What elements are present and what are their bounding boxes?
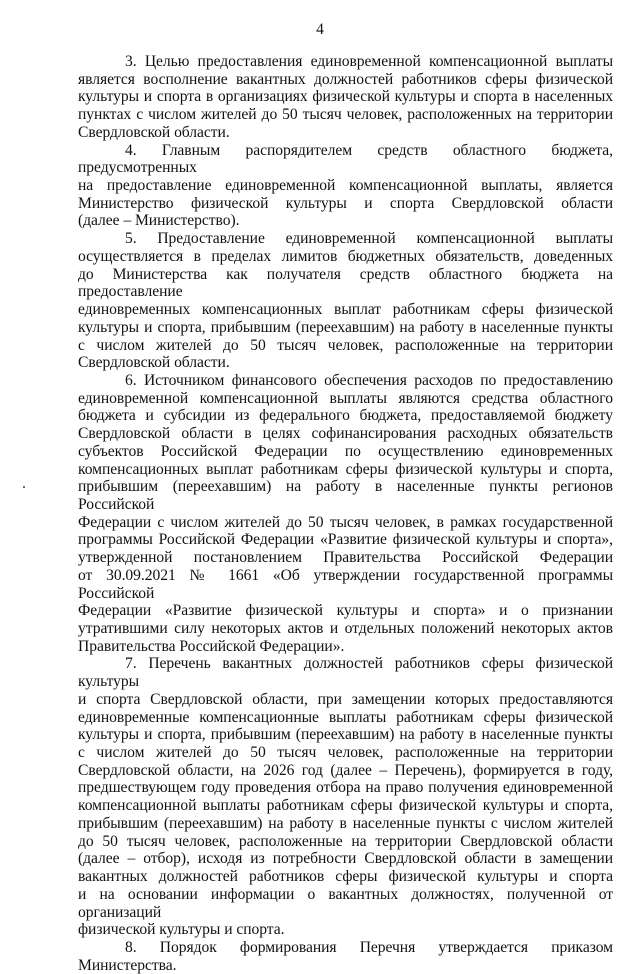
page-number: 4 bbox=[316, 21, 324, 38]
text-line: единовременных компенсационных выплат работникам сферы физической bbox=[78, 301, 613, 319]
text-line: Свердловской области. bbox=[78, 123, 230, 141]
text-line: 8. Порядок формирования Перечня утверждается приказом Министерства. bbox=[78, 938, 613, 974]
text-line: вакантных должностей работников сферы физической культуры и спорта bbox=[78, 868, 613, 886]
text-line: субъектов Российской Федерации по осуществлению единовременных bbox=[78, 442, 613, 460]
text-line: компенсационных выплат работникам сферы физической культуры и спорта, bbox=[78, 460, 613, 478]
text-line: Федерации «Развитие физической культуры и спорта» и о признании bbox=[78, 602, 613, 620]
text-line: 6. Источником финансового обеспечения расходов по предоставлению bbox=[125, 371, 613, 389]
text-line: компенсационной выплаты работникам сферы физической культуры и спорта, bbox=[78, 797, 613, 815]
paragraph-p5 bbox=[78, 230, 613, 372]
text-line: на предоставление единовременной компенсационной выплаты, является bbox=[78, 177, 613, 195]
text-line: физической культуры и спорта. bbox=[78, 921, 285, 939]
scan-artifact-dot bbox=[23, 486, 25, 488]
text-line: Правительства Российской Федерации». bbox=[78, 637, 345, 655]
text-line: прибывшим (переехавшим) на работу в населенные пункты с числом жителей bbox=[78, 814, 613, 832]
text-line: программы Российской Федерации «Развитие физической культуры и спорта», bbox=[78, 531, 613, 549]
text-line: культуры и спорта, прибывшим (переехавшим) на работу в населенные пункты bbox=[78, 318, 613, 336]
text-line: единовременные компенсационные выплаты работникам сферы физической bbox=[78, 708, 613, 726]
text-line: Министерство физической культуры и спорта Свердловской области bbox=[78, 194, 613, 212]
paragraph-p4 bbox=[78, 142, 613, 231]
text-line: культуры и спорта в организациях физической культуры и спорта в населенных bbox=[78, 88, 613, 106]
text-line: от 30.09.2021 № 1661 «Об утверждении государственной программы Российской bbox=[78, 566, 613, 602]
paragraph-p7 bbox=[78, 655, 613, 939]
text-line: культуры и спорта, прибывшим (переехавшим) на работу в населенные пункты bbox=[78, 726, 613, 744]
text-line: Федерации с числом жителей до 50 тысяч человек, в рамках государственной bbox=[78, 513, 613, 531]
text-line: 3. Целью предоставления единовременной компенсационной выплаты bbox=[125, 53, 613, 70]
text-line: бюджета и субсидии из федерального бюджета, предоставляемой бюджету bbox=[78, 407, 613, 425]
text-line: утратившими силу некоторых актов и отдельных положений некоторых актов bbox=[78, 620, 613, 637]
paragraph-p3 bbox=[78, 53, 613, 142]
text-line: пунктах с числом жителей до 50 тысяч человек, расположенных на территории bbox=[78, 106, 613, 124]
text-line: до 50 тысяч человек, расположенные на территории Свердловской области bbox=[78, 832, 613, 850]
text-line: (далее – Министерство). bbox=[78, 212, 240, 230]
text-line: Свердловской области, на 2026 год (далее – Перечень), формируется в году, bbox=[78, 761, 613, 779]
text-line: с числом жителей до 50 тысяч человек, расположенные на территории bbox=[78, 744, 613, 762]
text-line: единовременной компенсационной выплаты являются средства областного bbox=[78, 389, 613, 407]
text-line: утвержденной постановлением Правительства Российской Федерации bbox=[78, 549, 613, 567]
text-line: 7. Перечень вакантных должностей работников сферы физической культуры bbox=[78, 655, 613, 691]
text-line: и спорта Свердловской области, при замещении которых предоставляются bbox=[78, 690, 613, 708]
text-line: 5. Предоставление единовременной компенсационной выплаты bbox=[125, 230, 613, 248]
document-body bbox=[78, 53, 613, 974]
text-line: является восполнение вакантных должностей работников сферы физической bbox=[78, 70, 613, 88]
paragraph-p6 bbox=[78, 372, 613, 656]
paragraph-p8 bbox=[78, 939, 613, 974]
text-line: до Министерства как получателя средств областного бюджета на предоставление bbox=[78, 265, 613, 301]
text-line: 4. Главным распорядителем средств областного бюджета, предусмотренных bbox=[78, 141, 613, 177]
text-line: прибывшим (переехавшим) на работу в населенные пункты регионов Российской bbox=[78, 478, 613, 513]
text-line: Свердловской области. bbox=[78, 354, 230, 372]
text-line: и на основании информации о вакантных должностях, полученной от организаций bbox=[78, 885, 613, 921]
text-line: осуществляется в пределах лимитов бюджетных обязательств, доведенных bbox=[78, 247, 613, 265]
text-line: Свердловской области в целях софинансирования расходных обязательств bbox=[78, 425, 613, 443]
text-line: (далее – отбор), исходя из потребности Свердловской области в замещении bbox=[78, 850, 613, 868]
text-line: предшествующем году проведения отбора на право получения единовременной bbox=[78, 779, 613, 797]
text-line: с числом жителей до 50 тысяч человек, расположенные на территории bbox=[78, 336, 613, 354]
